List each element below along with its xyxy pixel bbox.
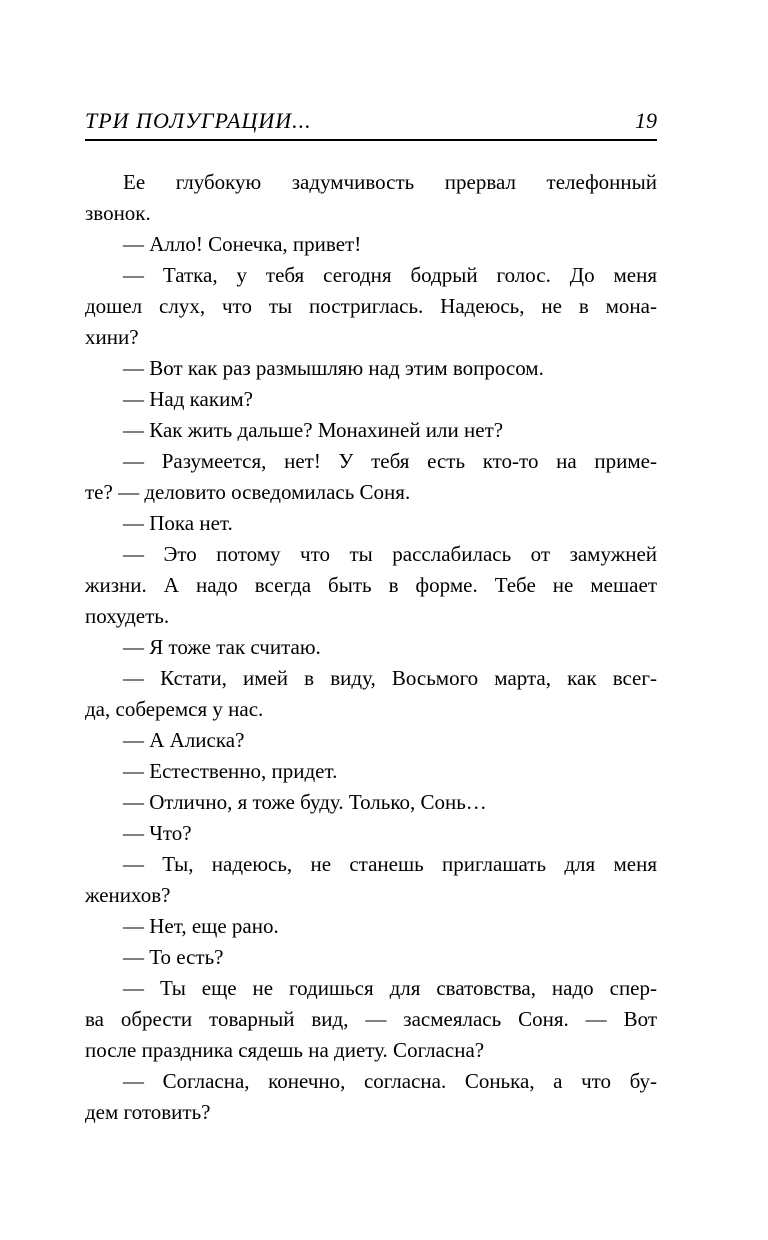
text-line: похудеть. xyxy=(85,604,170,628)
text-line: — Ты, надеюсь, не станешь приглашать для меня xyxy=(123,852,657,876)
text-line: — Естественно, придет. xyxy=(123,759,338,783)
paragraph xyxy=(85,353,657,384)
text-line: — Согласна, конечно, согласна. Сонька, а что бу- xyxy=(123,1069,657,1093)
paragraph xyxy=(85,167,657,229)
paragraph xyxy=(85,818,657,849)
paragraph xyxy=(85,446,657,508)
paragraph xyxy=(85,539,657,632)
text-line: дошел слух, что ты постриглась. Надеюсь, не в мона- xyxy=(85,294,657,318)
text-line: после праздника сядешь на диету. Согласна? xyxy=(85,1038,485,1062)
paragraph xyxy=(85,508,657,539)
text-line: — Над каким? xyxy=(123,387,253,411)
paragraph xyxy=(85,384,657,415)
text-line: — Разумеется, нет! У тебя есть кто-то на приме- xyxy=(123,449,657,473)
text-line: — Как жить дальше? Монахиней или нет? xyxy=(123,418,504,442)
text-line: — Я тоже так считаю. xyxy=(123,635,321,659)
paragraph xyxy=(85,849,657,911)
paragraph xyxy=(85,663,657,725)
text-line: хини? xyxy=(85,325,139,349)
running-header xyxy=(85,108,657,134)
text-line: — Отлично, я тоже буду. Только, Сонь… xyxy=(123,790,487,814)
text-line: — Ты еще не годишься для сватовства, надо спер- xyxy=(123,976,657,1000)
text-line: Ее глубокую задумчивость прервал телефонный xyxy=(123,170,657,194)
text-line: — Алло! Сонечка, привет! xyxy=(123,232,362,256)
paragraph xyxy=(85,911,657,942)
text-line: да, соберемся у нас. xyxy=(85,697,264,721)
text-line: жизни. А надо всегда быть в форме. Тебе не мешает xyxy=(85,573,657,597)
text-line: звонок. xyxy=(85,201,151,225)
paragraph xyxy=(85,942,657,973)
page-number: 19 xyxy=(635,108,657,133)
text-line: — Вот как раз размышляю над этим вопросом. xyxy=(123,356,544,380)
text-line: — Это потому что ты расслабилась от замужней xyxy=(123,542,657,566)
text-line: — Татка, у тебя сегодня бодрый голос. До меня xyxy=(123,263,657,287)
paragraph xyxy=(85,1066,657,1128)
text-line: женихов? xyxy=(85,883,171,907)
paragraph xyxy=(85,632,657,663)
paragraph xyxy=(85,725,657,756)
text-line: — То есть? xyxy=(123,945,224,969)
header-rule xyxy=(85,139,657,141)
text-line: ва обрести товарный вид, — засмеялась Соня. — Вот xyxy=(85,1007,657,1031)
paragraph xyxy=(85,787,657,818)
text-line: — Что? xyxy=(123,821,192,845)
text-line: те? — деловито осведомилась Соня. xyxy=(85,480,411,504)
paragraph xyxy=(85,260,657,353)
text-line: — Пока нет. xyxy=(123,511,233,535)
text-line: дем готовить? xyxy=(85,1100,211,1124)
text-line: — Нет, еще рано. xyxy=(123,914,279,938)
paragraph xyxy=(85,229,657,260)
text-line: — А Алиска? xyxy=(123,728,245,752)
running-title: ТРИ ПОЛУГРАЦИИ... xyxy=(85,108,312,133)
text-line: — Кстати, имей в виду, Восьмого марта, как всег- xyxy=(123,666,657,690)
paragraph xyxy=(85,756,657,787)
paragraph xyxy=(85,415,657,446)
paragraph xyxy=(85,973,657,1066)
page-text xyxy=(85,167,657,1128)
